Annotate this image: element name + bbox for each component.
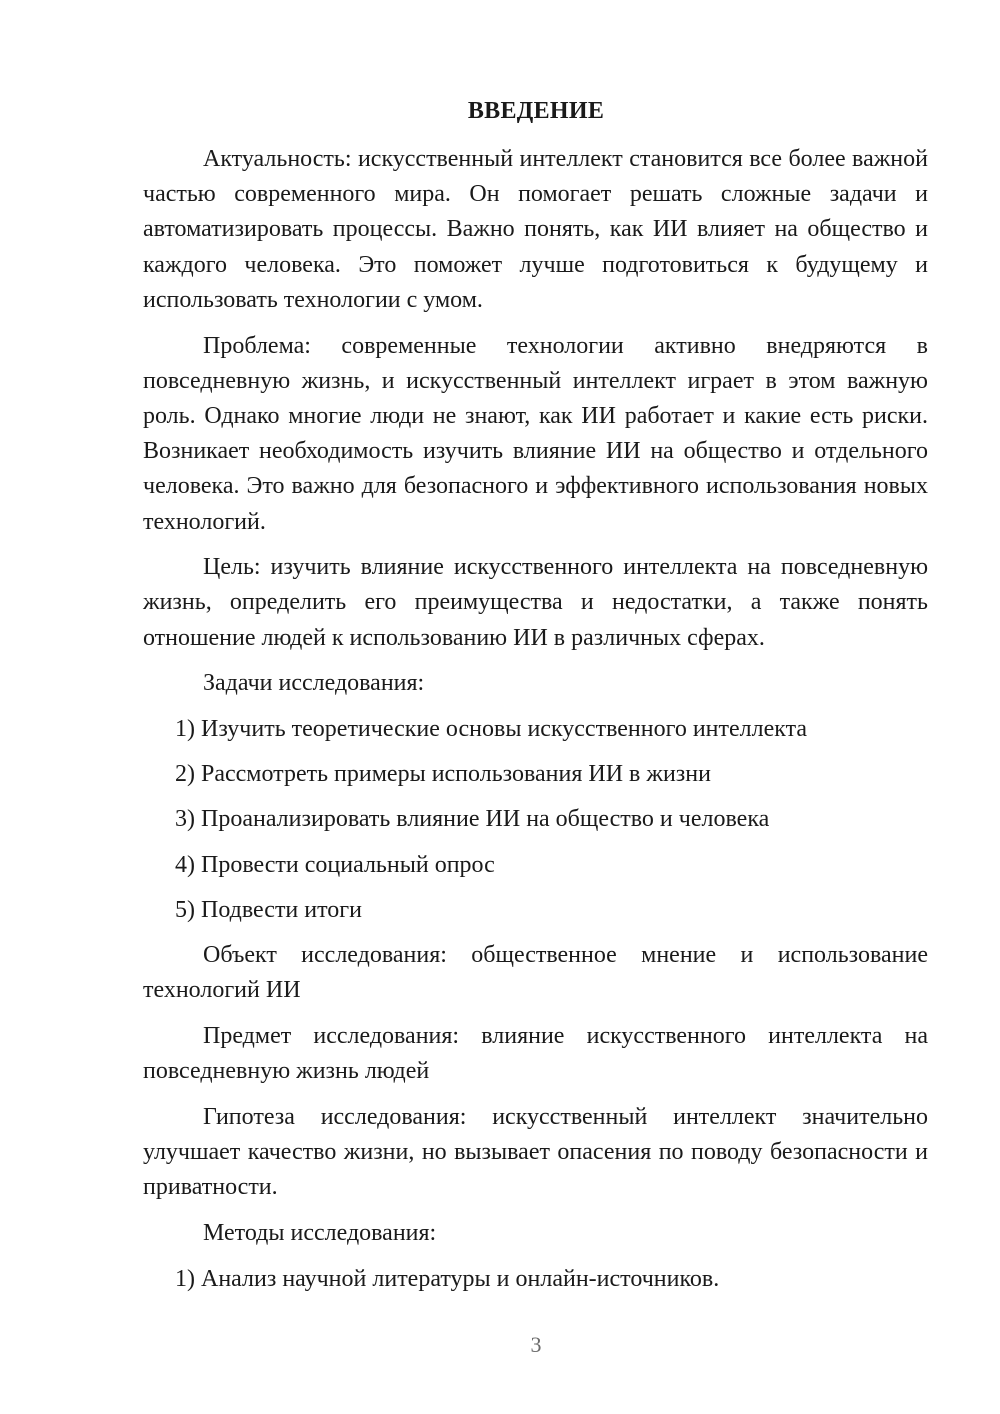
paragraph-goal: Цель: изучить влияние искусственного интеллекта на повседневную жизнь, определить его преимущества и недостатки, а также понять отношение людей к использованию ИИ в различных сферах. <box>143 554 928 651</box>
list-item: 5) Подвести итоги <box>175 896 362 923</box>
page-number: 3 <box>530 1332 542 1357</box>
paragraph-subject: Предмет исследования: влияние искусственного интеллекта на повседневную жизнь людей <box>143 1022 928 1085</box>
page-title: ВВЕДЕНИЕ <box>467 98 605 124</box>
paragraph-relevance: Актуальность: искусственный интеллект становится все более важной частью современного мира. Он помогает решать сложные задачи и автоматизировать процессы. Важно понять, как ИИ влияет на общество и каждого человека. Это поможет лучше подготовиться к будущему и использовать технологии с умом. <box>143 146 928 313</box>
paragraph-problem: Проблема: современные технологии активно внедряются в повседневную жизнь, и искусственный интеллект играет в этом важную роль. Однако многие люди не знают, как ИИ работает и какие есть риски. Возникает необходимость изучить влияние ИИ на общество и отдельного человека. Это важно для безопасного и эффективного использования новых технологий. <box>143 332 928 535</box>
paragraph-tasks-heading: Задачи исследования: <box>203 670 425 697</box>
paragraph-hypothesis: Гипотеза исследования: искусственный интеллект значительно улучшает качество жизни, но вызывает опасения по поводу безопасности и приватности. <box>143 1103 928 1201</box>
list-item: 3) Проанализировать влияние ИИ на общество и человека <box>175 806 770 833</box>
paragraph-methods-heading: Методы исследования: <box>203 1219 437 1246</box>
tasks-list <box>143 712 928 928</box>
list-item: 4) Провести социальный опрос <box>175 851 495 878</box>
paragraph-object: Объект исследования: общественное мнение и использование технологий ИИ <box>143 942 928 1004</box>
list-item: 1) Изучить теоретические основы искусственного интеллекта <box>175 716 808 743</box>
methods-list <box>143 1262 928 1297</box>
list-item: 2) Рассмотреть примеры использования ИИ в жизни <box>175 761 711 788</box>
document-body <box>143 142 928 1307</box>
list-item: 1) Анализ научной литературы и онлайн-источников. <box>175 1265 720 1292</box>
